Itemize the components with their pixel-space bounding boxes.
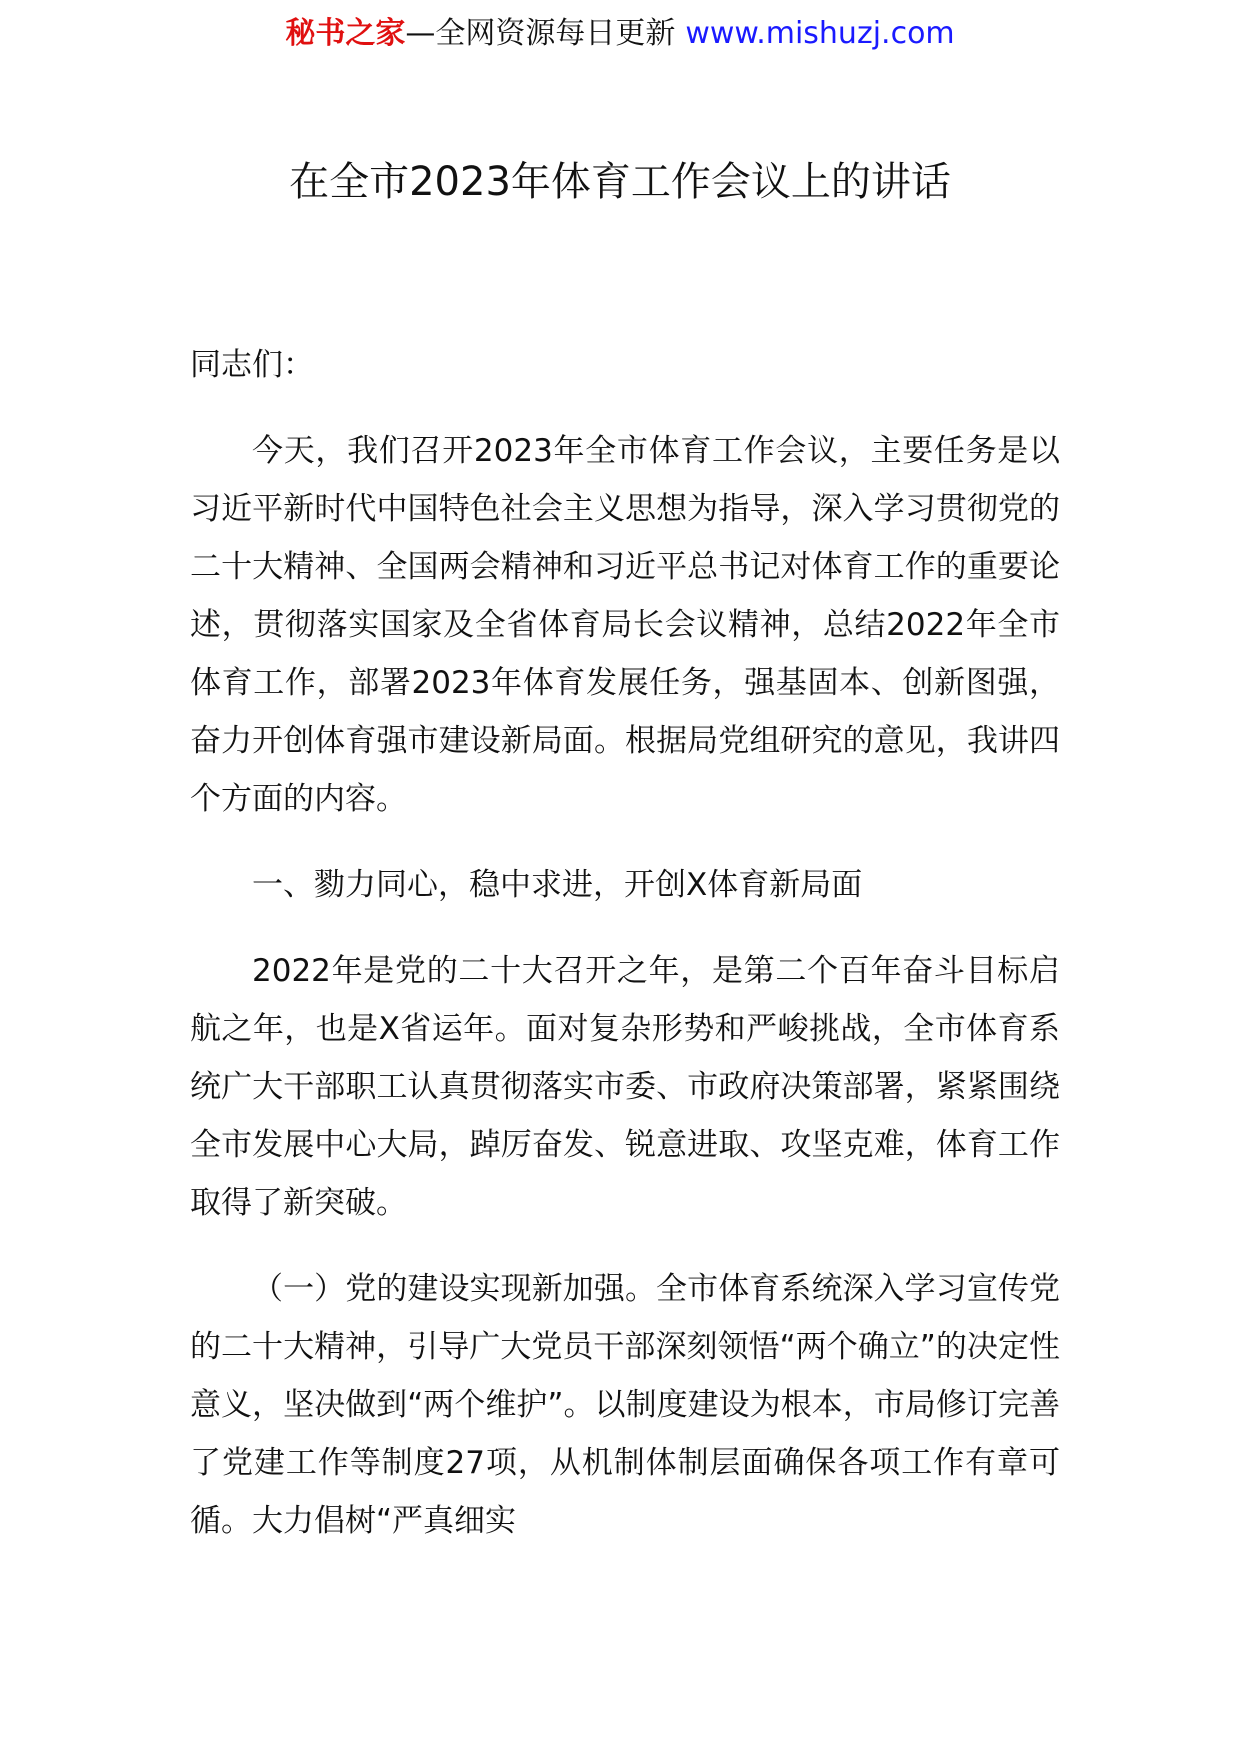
paragraph-review: 2022年是党的二十大召开之年，是第二个百年奋斗目标启航之年，也是X省运年。面对复杂形势和严峻挑战，全市体育系统广大干部职工认真贯彻落实市委、市政府决策部署，紧紧围绕全市发展中心大局，踔厉奋发、锐意进取、攻坚克难，体育工作取得了新突破。 [190, 953, 1060, 1221]
site-header [0, 12, 1240, 56]
paragraph-party-building: （一）党的建设实现新加强。全市体育系统深入学习宣传党的二十大精神，引导广大党员干部深刻领悟“两个确立”的决定性意义，坚决做到“两个维护”。以制度建设为根本，市局修订完善了党建工作等制度27项，从机制体制层面确保各项工作有章可循。大力倡树“严真细实 [190, 1271, 1060, 1539]
section-heading: 一、勠力同心，稳中求进，开创X体育新局面 [252, 867, 863, 903]
paragraph-intro: 今天，我们召开2023年全市体育工作会议，主要任务是以习近平新时代中国特色社会主义思想为指导，深入学习贯彻党的二十大精神、全国两会精神和习近平总书记对体育工作的重要论述，贯彻落实国家及全省体育局长会议精神，总结2022年全市体育工作，部署2023年体育发展任务，强基固本、创新图强，奋力开创体育强市建设新局面。根据局党组研究的意见，我讲四个方面的内容。 [190, 433, 1060, 817]
site-tagline: —全网资源每日更新 [405, 16, 676, 51]
document-body [190, 336, 1060, 1578]
salutation: 同志们： [190, 347, 314, 383]
site-brand[interactable]: 秘书之家 [285, 16, 406, 51]
site-url-link[interactable]: www.mishuzj.com [685, 16, 955, 51]
document-title: 在全市2023年体育工作会议上的讲话 [289, 159, 951, 205]
